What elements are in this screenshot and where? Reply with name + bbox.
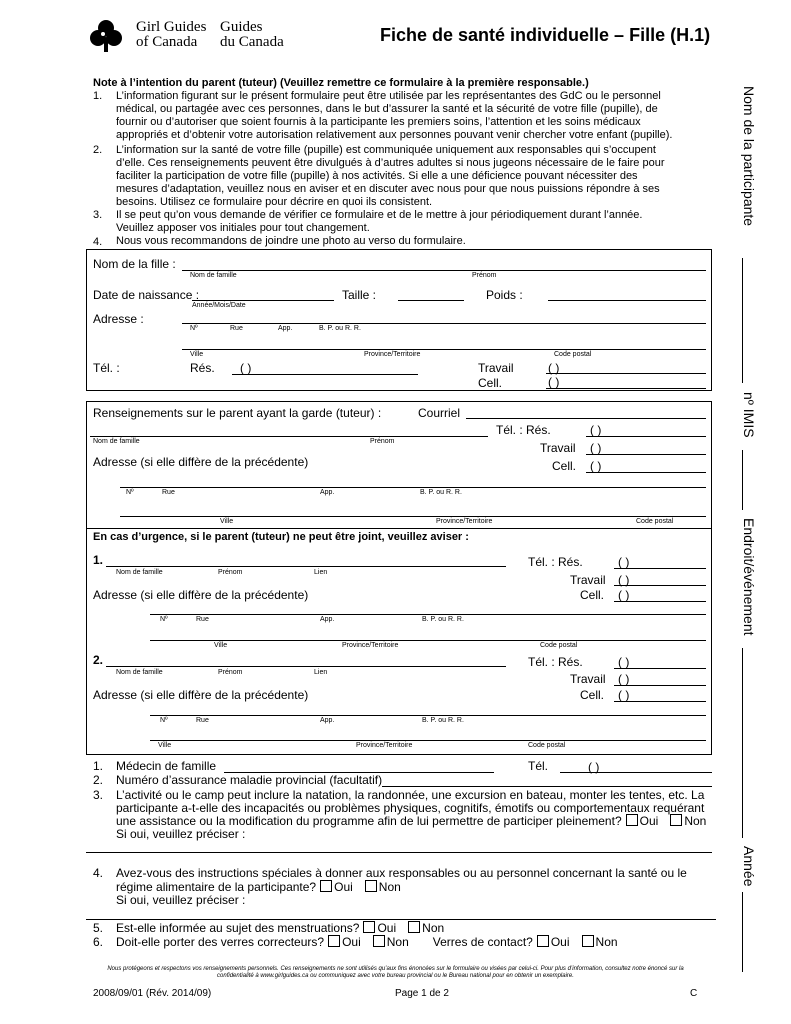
parent-adresse-line[interactable] (120, 487, 706, 488)
logo-text-fr-2: du Canada (220, 34, 284, 50)
parent-res-line[interactable] (586, 436, 706, 437)
emergency-2-adresse-label: Adresse (si elle diffère de la précédente) (93, 688, 309, 702)
q3-oui-label: Oui (639, 814, 659, 828)
q5-row (116, 921, 444, 935)
logo (88, 18, 308, 54)
girl-res-paren: ( ) (240, 361, 252, 375)
girl-res-label: Rés. (190, 361, 215, 375)
girl-name-line[interactable] (182, 270, 706, 271)
logo-text-en-2: of Canada (136, 34, 198, 50)
girl-bp-caption: B. P. ou R. R. (319, 325, 361, 332)
girl-ville-line[interactable] (182, 349, 706, 350)
intro-item-num: 4. (93, 236, 103, 248)
parent-ville-line[interactable] (120, 516, 706, 517)
emergency-1-province-caption: Province/Territoire (342, 642, 399, 649)
courriel-label: Courriel (418, 406, 461, 420)
parent-name-line[interactable] (90, 436, 488, 437)
girl-cell-line[interactable] (546, 388, 706, 389)
q1-text: Médecin de famille (116, 759, 217, 773)
parent-label: Renseignements sur le parent ayant la garde (tuteur) : (93, 406, 382, 420)
emergency-1-rue-caption: Rue (196, 616, 209, 623)
intro-item-num: 1. (93, 90, 103, 102)
girl-code-caption: Code postal (554, 351, 592, 358)
side-imis-line[interactable] (742, 450, 743, 510)
emergency-2-travail-paren: ( ) (618, 672, 630, 686)
q4-oui-label: Oui (334, 880, 353, 894)
q6-oui-checkbox[interactable] (328, 935, 340, 947)
parent-cell-label: Cell. (552, 459, 577, 473)
intro-line: faciliter la participation de votre fille (pupille) à nos activités. Si elle a une déficience pouvant nécessiter des (116, 170, 638, 182)
q3-line-3-text: une assistance ou la modification du programme afin de lui permettre de participer pleinement? (116, 814, 622, 828)
q4-line-1: Avez-vous des instructions spéciales à donner aux responsables ou au personnel concernant la santé ou le (116, 866, 687, 880)
q6-contact-oui-checkbox[interactable] (537, 935, 549, 947)
girl-name-label: Nom de la fille : (93, 257, 176, 271)
girl-travail-line[interactable] (546, 373, 706, 374)
emergency-1-adresse-line[interactable] (150, 614, 706, 615)
side-annee-label: Année (741, 846, 757, 887)
parent-ville-caption: Ville (220, 518, 234, 525)
emergency-2-ville-caption: Ville (158, 742, 172, 749)
q1-num: 1. (93, 759, 104, 773)
emergency-1-num: 1. (93, 553, 104, 567)
emergency-2-code-caption: Code postal (528, 742, 566, 749)
q3-line-2: participante a-t-elle des incapacités ou problèmes physiques, cognitifs, émotifs ou comportementaux requérant (116, 801, 705, 815)
taille-label: Taille : (342, 288, 377, 302)
poids-label: Poids : (486, 288, 523, 302)
q2-num: 2. (93, 773, 104, 787)
intro-line: Veuillez apposer vos initiales pour tout changement. (116, 222, 370, 234)
emergency-2-name-line[interactable] (106, 666, 506, 667)
emergency-2-prenom-caption: Prénom (218, 669, 243, 676)
emergency-1-ville-line[interactable] (150, 640, 706, 641)
q6-row (116, 935, 618, 949)
side-nom-line[interactable] (742, 258, 743, 383)
footer-page: Page 1 de 2 (395, 988, 449, 999)
logo-text-en-1: Girl Guides (136, 19, 207, 35)
girl-prenom-caption: Prénom (472, 272, 497, 279)
girl-res-line[interactable] (232, 374, 418, 375)
q4-line-2 (116, 880, 401, 894)
intro-line: L’information figurant sur le présent formulaire peut être utilisée par les représentantes des GdC ou le personnel (116, 90, 661, 102)
girl-cell-label: Cell. (478, 376, 503, 390)
q6-contact-text: Verres de contact? (432, 935, 533, 949)
q5-oui-checkbox[interactable] (363, 921, 375, 933)
emergency-1-cell-line[interactable] (614, 601, 706, 602)
emergency-1-cell-label: Cell. (580, 588, 605, 602)
emergency-2-res-line[interactable] (614, 668, 706, 669)
emergency-2-no-caption: Nº (160, 717, 168, 724)
intro-heading: Note à l’intention du parent (tuteur) (Veuillez remettre ce formulaire à la première responsable.) (93, 77, 589, 89)
q5-oui-label: Oui (377, 921, 397, 935)
emergency-1-cell-paren: ( ) (618, 588, 630, 602)
parent-travail-paren: ( ) (590, 441, 602, 455)
emergency-2-tel-res-label: Tél. : Rés. (528, 655, 583, 669)
side-endroit-line[interactable] (742, 648, 743, 838)
q3-non-checkbox[interactable] (670, 814, 682, 826)
emergency-2-adresse-line[interactable] (150, 715, 706, 716)
emergency-2-cell-paren: ( ) (618, 688, 630, 702)
parent-bp-caption: B. P. ou R. R. (420, 489, 462, 496)
girl-cell-paren: ( ) (548, 375, 560, 389)
q5-text: Est-elle informée au sujet des menstruations? (116, 921, 360, 935)
intro-item-num: 2. (93, 144, 103, 156)
intro-line: besoins. Utilisez ce formulaire pour décrire en quoi ils consistent. (116, 196, 433, 208)
parent-travail-label: Travail (540, 441, 576, 455)
intro-line: L’information sur la santé de votre fille (pupille) est communiquée uniquement aux responsables qui s’occupent (116, 144, 656, 156)
q4-line-2-text: régime alimentaire de la participante? (116, 880, 317, 894)
parent-code-caption: Code postal (636, 518, 674, 525)
emergency-2-ville-line[interactable] (150, 740, 706, 741)
side-nom-label: Nom de la participante (741, 86, 757, 227)
dob-line[interactable] (192, 300, 334, 301)
q6-non-checkbox[interactable] (373, 935, 385, 947)
q4-precise: Si oui, veuillez préciser : (116, 893, 246, 907)
emergency-2-rue-caption: Rue (196, 717, 209, 724)
q4-non-checkbox[interactable] (365, 880, 377, 892)
emergency-1-travail-line[interactable] (614, 585, 706, 586)
q6-contact-non-checkbox[interactable] (582, 935, 594, 947)
emergency-1-lien-caption: Lien (314, 569, 328, 576)
emergency-2-travail-label: Travail (570, 672, 606, 686)
emergency-1-prenom-caption: Prénom (218, 569, 243, 576)
parent-res-paren: ( ) (590, 423, 602, 437)
q4-num: 4. (93, 866, 104, 880)
q4-non-label: Non (378, 880, 401, 894)
q2-line[interactable] (382, 786, 712, 787)
intro-line: fournir ou d’autoriser que soient fournis à la participante les premiers soins, l’attention et les soins médicaux (116, 116, 641, 128)
emergency-2-app-caption: App. (320, 717, 335, 724)
q6-contact-oui-label: Oui (550, 935, 570, 949)
emergency-2-province-caption: Province/Territoire (356, 742, 413, 749)
girl-province-caption: Province/Territoire (364, 351, 421, 358)
side-annee-line[interactable] (742, 892, 743, 972)
parent-province-caption: Province/Territoire (436, 518, 493, 525)
q4-answer-line[interactable] (86, 919, 716, 920)
emergency-1-adresse-label: Adresse (si elle diffère de la précédente) (93, 588, 309, 602)
dob-label: Date de naissance : (93, 288, 200, 302)
intro-line: Il se peut qu’on vous demande de vérifier ce formulaire et de le mettre à jour périodiquement durant l’année. (116, 209, 643, 221)
q3-non-label: Non (684, 814, 707, 828)
emergency-1-no-caption: Nº (160, 616, 168, 623)
privacy-line-1: Nous protégeons et respectons vos renseignements personnels. Ces renseignements ne sont utilisés qu’aux fins énoncées sur le formulaire ou visées par celui-ci. Pour plus d’information, consultez notre énoncé sur la (107, 966, 684, 972)
girl-travail-paren: ( ) (548, 361, 560, 375)
parent-tel-res-label: Tél. : Rés. (496, 423, 551, 437)
section-divider (86, 528, 712, 529)
parent-nom-famille-caption: Nom de famille (93, 438, 140, 445)
intro-line: appropriés et d’obtenir votre autorisation relativement aux personnes pouvant venir chercher votre enfant (pupille). (116, 129, 673, 141)
trefoil-icon (88, 18, 124, 54)
q6-contact-non-label: Non (595, 935, 618, 949)
emergency-2-num: 2. (93, 653, 104, 667)
q3-num: 3. (93, 788, 104, 802)
emergency-2-travail-line[interactable] (614, 685, 706, 686)
girl-adresse-label: Adresse : (93, 312, 144, 326)
emergency-1-tel-res-label: Tél. : Rés. (528, 555, 583, 569)
side-endroit-label: Endroit/événement (741, 518, 757, 636)
girl-tel-label: Tél. : (93, 361, 120, 375)
emergency-1-travail-paren: ( ) (618, 573, 630, 587)
emergency-2-lien-caption: Lien (314, 669, 328, 676)
emergency-2-nom-caption: Nom de famille (116, 669, 163, 676)
courriel-line[interactable] (466, 418, 706, 419)
taille-line[interactable] (398, 300, 464, 301)
emergency-1-ville-caption: Ville (214, 642, 228, 649)
q1-tel-label: Tél. (528, 759, 549, 773)
parent-travail-line[interactable] (586, 454, 706, 455)
girl-nom-famille-caption: Nom de famille (190, 272, 237, 279)
emergency-1-name-line[interactable] (106, 566, 506, 567)
emergency-1-travail-label: Travail (570, 573, 606, 587)
girl-travail-label: Travail (478, 361, 514, 375)
intro-line: Nous vous recommandons de joindre une photo au verso du formulaire. (116, 235, 466, 247)
emergency-2-bp-caption: B. P. ou R. R. (422, 717, 464, 724)
parent-cell-line[interactable] (586, 472, 706, 473)
q5-non-label: Non (422, 921, 445, 935)
q6-num: 6. (93, 935, 104, 949)
q3-answer-line[interactable] (86, 852, 712, 853)
parent-rue-caption: Rue (162, 489, 175, 496)
q6-non-label: Non (386, 935, 409, 949)
parent-adresse-label: Adresse (si elle diffère de la précédente) (93, 455, 309, 469)
logo-text-fr-1: Guides (220, 19, 263, 35)
parent-prenom-caption: Prénom (370, 438, 395, 445)
q3-oui-checkbox[interactable] (626, 814, 638, 826)
q6-oui-label: Oui (342, 935, 361, 949)
emergency-1-nom-caption: Nom de famille (116, 569, 163, 576)
footer-date: 2008/09/01 (Rév. 2014/09) (93, 988, 212, 999)
girl-adresse-line[interactable] (182, 323, 706, 324)
q3-line-1: L’activité ou le camp peut inclure la natation, la randonnée, une excursion en bateau, monter les tentes, etc. La (116, 788, 705, 802)
parent-cell-paren: ( ) (590, 459, 602, 473)
dob-format-caption: Année/Mois/Date (192, 302, 246, 309)
poids-line[interactable] (548, 300, 706, 301)
q3-precise: Si oui, veuillez préciser : (116, 827, 246, 841)
side-imis-label: nº IMIS (741, 392, 757, 438)
girl-ville-caption: Ville (190, 351, 204, 358)
intro-item-num: 3. (93, 209, 103, 221)
intro-line: mesures d’adaptation, veuillez nous en aviser et en discuter avec nous pour que nous puissions répondre à ses (116, 183, 660, 195)
emergency-1-code-caption: Code postal (540, 642, 578, 649)
emergency-2-cell-line[interactable] (614, 701, 706, 702)
q4-oui-checkbox[interactable] (320, 880, 332, 892)
page-title: Fiche de santé individuelle – Fille (H.1) (380, 25, 711, 45)
q6-text: Doit-elle porter des verres correcteurs? (116, 935, 325, 949)
emergency-1-app-caption: App. (320, 616, 335, 623)
girl-app-caption: App. (278, 325, 293, 332)
emergency-1-res-line[interactable] (614, 568, 706, 569)
q5-num: 5. (93, 921, 104, 935)
emergency-2-res-paren: ( ) (618, 655, 630, 669)
q1-tel-line[interactable] (560, 772, 712, 773)
q2-text: Numéro d’assurance maladie provincial (facultatif) (116, 773, 383, 787)
privacy-note (0, 966, 791, 980)
q3-line-3 (116, 814, 706, 828)
intro-line: d’elle. Ces renseignements peuvent être divulgués à d’autres adultes si nous jugeons nécessaire de le faire pour (116, 157, 665, 169)
q1-tel-paren: ( ) (588, 760, 600, 774)
girl-rue-caption: Rue (230, 325, 243, 332)
q5-non-checkbox[interactable] (408, 921, 420, 933)
girl-no-caption: Nº (190, 325, 198, 332)
footer-code: C (690, 988, 698, 999)
parent-app-caption: App. (320, 489, 335, 496)
emergency-2-cell-label: Cell. (580, 688, 605, 702)
intro-line: médical, ou partagée avec ces personnes, dans le but d’assurer la santé et la sécurité de votre fille (pupille), de (116, 103, 658, 115)
privacy-line-2: confidentialité à www.girlguides.ca ou communiquez avec votre bureau provincial ou le Bureau national pour en obtenir un exemplaire. (217, 973, 574, 979)
parent-no-caption: Nº (126, 489, 134, 496)
emergency-1-res-paren: ( ) (618, 555, 630, 569)
emergency-1-bp-caption: B. P. ou R. R. (422, 616, 464, 623)
emergency-heading: En cas d’urgence, si le parent (tuteur) ne peut être joint, veuillez aviser : (93, 531, 469, 543)
